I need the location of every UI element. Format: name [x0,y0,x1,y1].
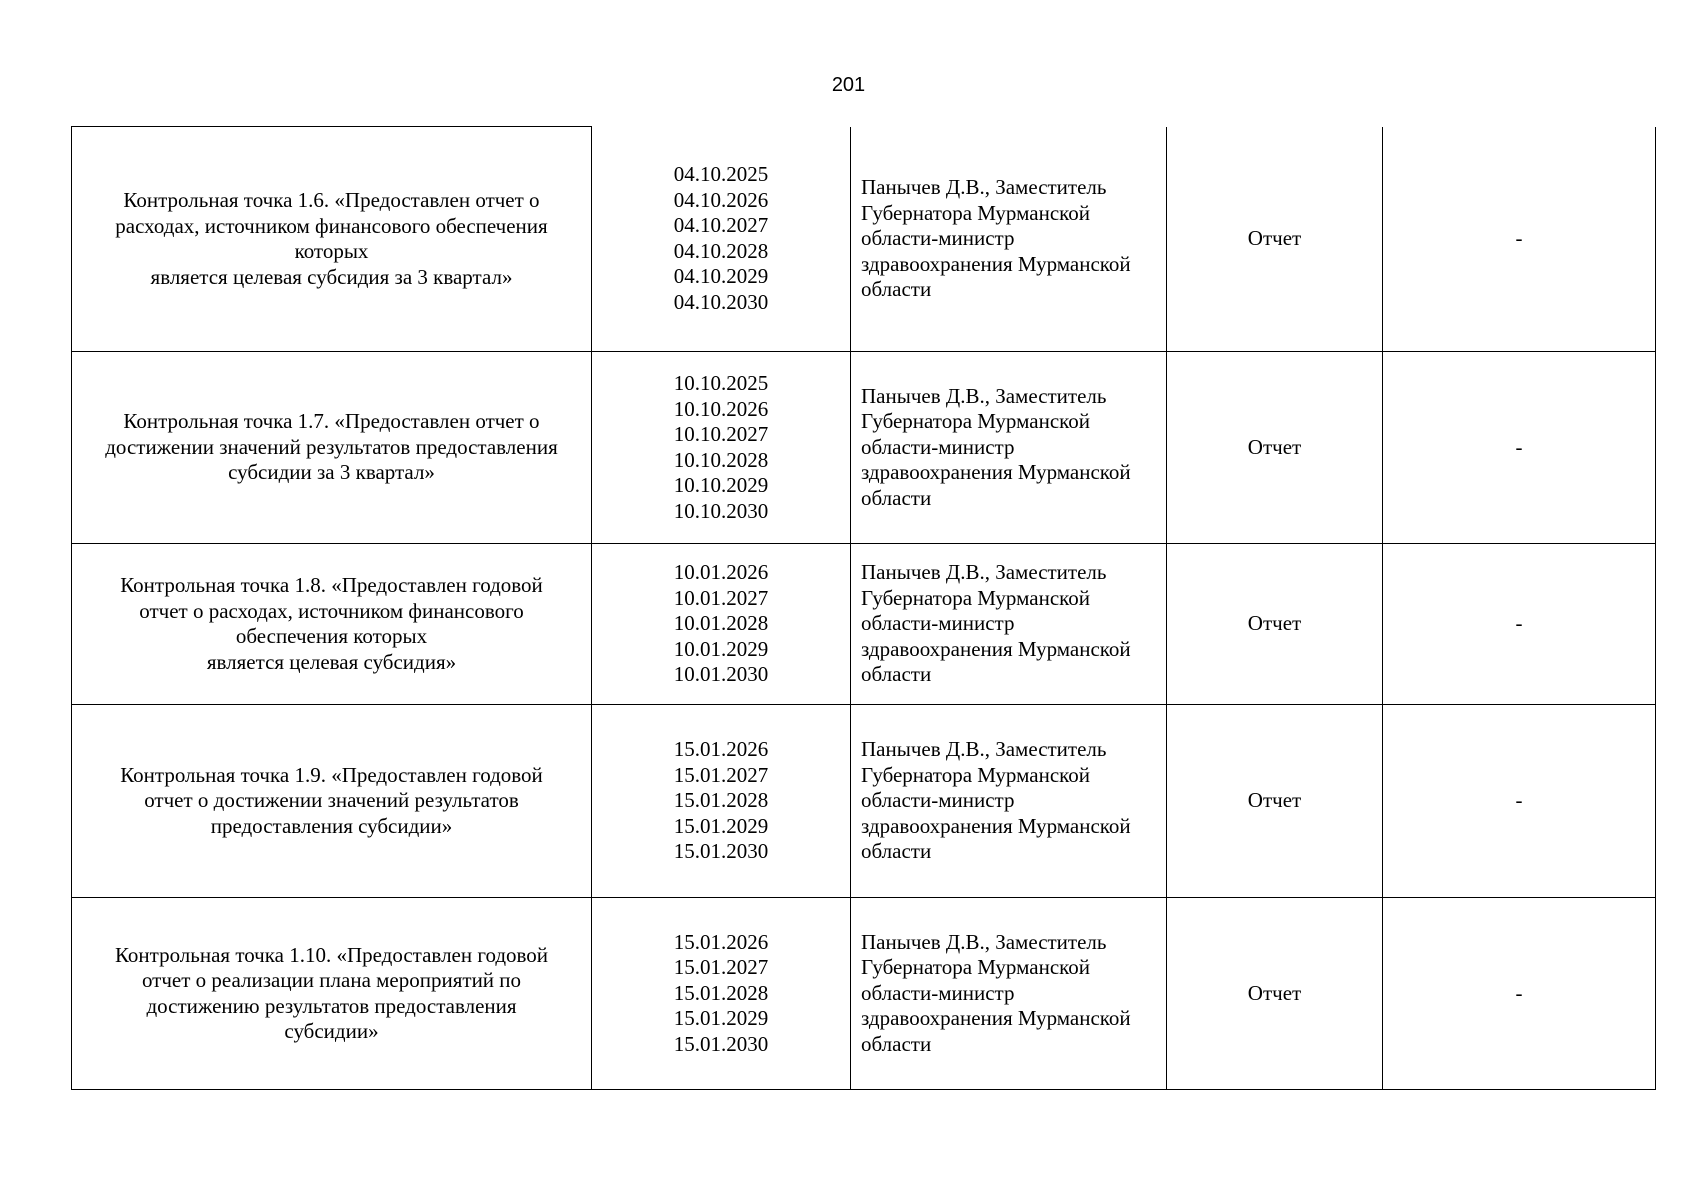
deadline-date: 10.10.2030 [673,498,769,523]
document-type-cell: Отчет [1167,352,1383,544]
deadline-date: 10.01.2029 [673,636,769,661]
responsible-person-cell [851,705,1167,898]
deadline-date: 10.10.2025 [673,371,769,395]
control-point-name-line: предоставления субсидии» [210,813,453,838]
responsible-person-line: Панычев Д.В., Заместитель [861,175,1107,199]
control-point-name-line: является целевая субсидия за 3 квартал» [150,264,513,289]
responsible-person-line: области-министр [861,788,1015,813]
responsible-person-line: Губернатора Мурманской [861,585,1091,610]
control-point-name-line: Контрольная точка 1.10. «Предоставлен годовой [114,942,549,967]
responsible-person-line: области-министр [861,434,1015,459]
control-point-name-cell [72,705,592,898]
note-cell: - [1383,705,1656,898]
responsible-person-cell [851,127,1167,352]
table-row [72,705,1656,898]
deadline-date: 10.10.2027 [673,422,769,446]
control-point-name-line: достижению результатов предоставления [146,993,517,1018]
document-type-cell: Отчет [1167,705,1383,898]
control-point-name-line: обеспечения которых [235,624,428,648]
responsible-person-line: области-министр [861,611,1015,636]
note-cell: - [1383,352,1656,544]
responsible-person-line: Губернатора Мурманской [861,762,1091,787]
deadline-date: 15.01.2026 [673,737,769,762]
responsible-person-line: Панычев Д.В., Заместитель [861,737,1107,762]
responsible-person-line: Губернатора Мурманской [861,200,1091,225]
deadline-dates-cell [592,127,851,352]
responsible-person-line: здравоохранения Мурманской [861,813,1131,838]
responsible-person-line: здравоохранения Мурманской [861,636,1131,661]
control-point-name-line: отчет о достижении значений результатов [144,788,519,813]
deadline-date: 04.10.2028 [673,238,769,263]
responsible-person-line: области [861,277,932,301]
control-point-name-line: субсидии» [284,1019,379,1043]
control-point-name-cell [72,352,592,544]
control-point-name-line: является целевая субсидия» [206,649,457,674]
document-type-cell: Отчет [1167,898,1383,1090]
control-point-name-cell [72,898,592,1090]
responsible-person-cell [851,352,1167,544]
deadline-dates-cell [592,705,851,898]
responsible-person-line: области-министр [861,980,1015,1005]
control-point-name-cell [72,127,592,352]
deadline-date: 15.01.2028 [673,980,769,1005]
responsible-person-line: здравоохранения Мурманской [861,251,1131,276]
control-point-name-line: которых [294,239,369,263]
deadline-dates-cell [592,544,851,705]
deadline-date: 10.01.2028 [673,611,769,636]
deadline-date: 15.01.2027 [673,955,769,980]
note-cell: - [1383,898,1656,1090]
deadline-date: 15.01.2030 [673,1031,769,1056]
control-point-name-line: Контрольная точка 1.9. «Предоставлен годовой [120,762,543,787]
responsible-person-line: Губернатора Мурманской [861,409,1091,434]
responsible-person-line: Панычев Д.В., Заместитель [861,560,1107,585]
deadline-dates-cell [592,352,851,544]
deadline-date: 04.10.2025 [673,162,769,187]
responsible-person-line: Панычев Д.В., Заместитель [861,929,1107,954]
control-point-name-line: Контрольная точка 1.7. «Предоставлен отчет о [123,409,540,434]
control-point-name-line: отчет о расходах, источником финансового [139,598,524,623]
responsible-person-line: Панычев Д.В., Заместитель [861,383,1107,408]
table-row [72,127,1656,352]
table-row [72,898,1656,1090]
control-points-table [71,126,1656,1090]
control-point-name-line: достижении значений результатов предоставления [105,434,558,459]
responsible-person-line: здравоохранения Мурманской [861,460,1131,485]
deadline-date: 15.01.2027 [673,762,769,787]
deadline-date: 04.10.2029 [673,264,769,289]
deadline-date: 10.01.2027 [673,585,769,610]
responsible-person-cell [851,898,1167,1090]
document-type-cell: Отчет [1167,544,1383,705]
deadline-date: 15.01.2029 [673,813,769,838]
deadline-date: 04.10.2027 [673,213,769,238]
table-row [72,352,1656,544]
control-point-name-line: субсидии за 3 квартал» [228,460,435,485]
control-point-name-line: Контрольная точка 1.6. «Предоставлен отчет о [123,188,540,212]
deadline-date: 15.01.2026 [673,929,769,954]
control-point-name-line: Контрольная точка 1.8. «Предоставлен годовой [120,573,543,597]
deadline-date: 04.10.2026 [673,187,769,212]
table-row [72,544,1656,705]
deadline-date: 10.10.2029 [673,473,769,497]
deadline-date: 15.01.2028 [673,788,769,813]
responsible-person-line: области-министр [861,226,1015,250]
table-body [72,127,1656,1090]
deadline-dates-cell [592,898,851,1090]
note-cell: - [1383,127,1656,352]
deadline-date: 15.01.2029 [673,1006,769,1031]
deadline-date: 15.01.2030 [673,839,769,864]
responsible-person-line: области [861,839,932,864]
deadline-date: 10.10.2026 [673,396,769,421]
responsible-person-line: Губернатора Мурманской [861,955,1091,980]
deadline-date: 04.10.2030 [673,289,769,314]
document-type-cell: Отчет [1167,127,1383,352]
responsible-person-cell [851,544,1167,705]
control-point-name-line: отчет о реализации плана мероприятий по [141,968,522,992]
responsible-person-line: области [861,662,932,687]
deadline-date: 10.01.2026 [673,560,769,585]
control-point-name-line: расходах, источником финансового обеспечения [115,213,548,238]
note-cell: - [1383,544,1656,705]
responsible-person-line: здравоохранения Мурманской [861,1006,1131,1031]
deadline-date: 10.10.2028 [673,447,769,472]
responsible-person-line: области [861,485,932,510]
control-point-name-cell [72,544,592,705]
deadline-date: 10.01.2030 [673,662,769,687]
page-number: 201 [831,74,866,96]
responsible-person-line: области [861,1031,932,1056]
